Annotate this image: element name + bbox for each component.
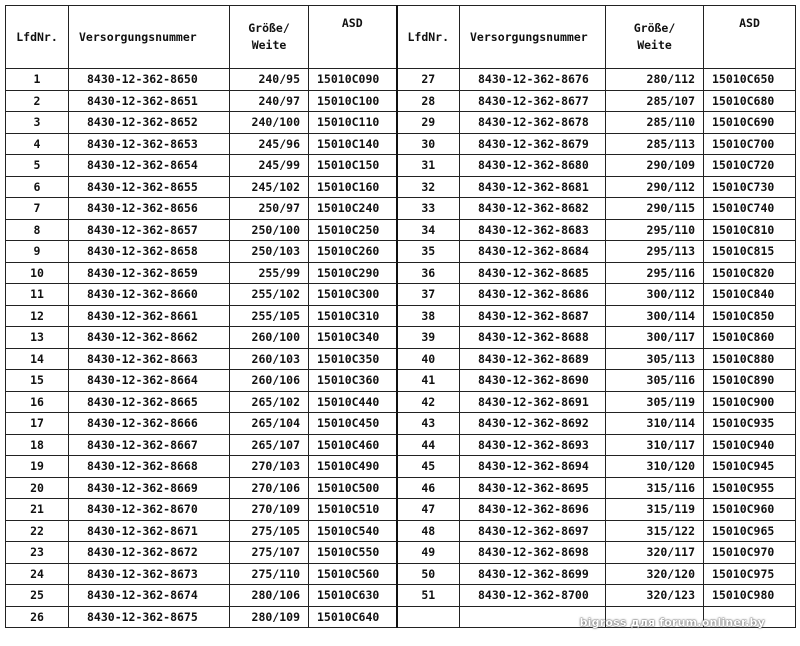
- cell-versorgungsnummer: 8430-12-362-8690: [460, 370, 606, 392]
- cell-groesse-weite: 300/117: [606, 327, 704, 349]
- cell-asd: 15010C260: [309, 241, 397, 263]
- cell-lfdnr: 19: [6, 456, 69, 478]
- cell-lfdnr: 32: [397, 176, 460, 198]
- cell-versorgungsnummer: 8430-12-362-8660: [69, 284, 230, 306]
- cell-versorgungsnummer: 8430-12-362-8677: [460, 90, 606, 112]
- cell-lfdnr: 27: [397, 69, 460, 91]
- cell-lfdnr: 38: [397, 305, 460, 327]
- cell-groesse-weite: 260/106: [230, 370, 309, 392]
- cell-lfdnr: 29: [397, 112, 460, 134]
- cell-versorgungsnummer: 8430-12-362-8695: [460, 477, 606, 499]
- cell-lfdnr: 21: [6, 499, 69, 521]
- header-size-line2: Weite: [251, 38, 287, 52]
- cell-asd: 15010C630: [309, 585, 397, 607]
- header-size-line1: Größe/: [248, 21, 290, 35]
- cell-groesse-weite: 240/100: [230, 112, 309, 134]
- cell-groesse-weite: 320/120: [606, 563, 704, 585]
- cell-groesse-weite: 310/117: [606, 434, 704, 456]
- cell-versorgungsnummer: 8430-12-362-8667: [69, 434, 230, 456]
- cell-versorgungsnummer: 8430-12-362-8661: [69, 305, 230, 327]
- cell-asd: 15010C360: [309, 370, 397, 392]
- cell-lfdnr: 36: [397, 262, 460, 284]
- cell-asd: 15010C730: [704, 176, 796, 198]
- table-row: [6, 305, 796, 327]
- cell-versorgungsnummer: 8430-12-362-8650: [69, 69, 230, 91]
- cell-lfdnr: 9: [6, 241, 69, 263]
- cell-versorgungsnummer: 8430-12-362-8700: [460, 585, 606, 607]
- cell-lfdnr: 50: [397, 563, 460, 585]
- cell-lfdnr: 18: [6, 434, 69, 456]
- table-row: [6, 370, 796, 392]
- cell-asd: 15010C250: [309, 219, 397, 241]
- cell-versorgungsnummer: 8430-12-362-8694: [460, 456, 606, 478]
- cell-versorgungsnummer: 8430-12-362-8679: [460, 133, 606, 155]
- cell-asd: 15010C720: [704, 155, 796, 177]
- table-row: [6, 90, 796, 112]
- cell-groesse-weite: 245/99: [230, 155, 309, 177]
- table-row: [6, 198, 796, 220]
- cell-lfdnr: 2: [6, 90, 69, 112]
- cell-asd: 15010C810: [704, 219, 796, 241]
- cell-groesse-weite: 270/106: [230, 477, 309, 499]
- cell-asd: 15010C540: [309, 520, 397, 542]
- cell-asd: 15010C880: [704, 348, 796, 370]
- cell-asd: 15010C110: [309, 112, 397, 134]
- cell-groesse-weite: 315/119: [606, 499, 704, 521]
- cell-groesse-weite: 320/123: [606, 585, 704, 607]
- cell-asd: 15010C690: [704, 112, 796, 134]
- header-size-right: [606, 6, 704, 69]
- cell-versorgungsnummer: 8430-12-362-8697: [460, 520, 606, 542]
- cell-groesse-weite: 295/110: [606, 219, 704, 241]
- cell-asd: 15010C100: [309, 90, 397, 112]
- cell-versorgungsnummer: 8430-12-362-8684: [460, 241, 606, 263]
- cell-groesse-weite: 300/114: [606, 305, 704, 327]
- cell-groesse-weite: 315/122: [606, 520, 704, 542]
- cell-lfdnr: 46: [397, 477, 460, 499]
- cell-versorgungsnummer: 8430-12-362-8663: [69, 348, 230, 370]
- cell-versorgungsnummer: 8430-12-362-8674: [69, 585, 230, 607]
- cell-asd: 15010C945: [704, 456, 796, 478]
- cell-asd: 15010C450: [309, 413, 397, 435]
- cell-lfdnr: 26: [6, 606, 69, 628]
- header-size-left: [230, 6, 309, 69]
- cell-lfdnr: 14: [6, 348, 69, 370]
- header-asd-left: ASD: [309, 6, 397, 69]
- cell-lfdnr: 31: [397, 155, 460, 177]
- table-row: [6, 112, 796, 134]
- cell-lfdnr: 4: [6, 133, 69, 155]
- cell-versorgungsnummer: 8430-12-362-8655: [69, 176, 230, 198]
- cell-lfdnr: 5: [6, 155, 69, 177]
- cell-versorgungsnummer: 8430-12-362-8659: [69, 262, 230, 284]
- cell-lfdnr: 35: [397, 241, 460, 263]
- table-row: [6, 133, 796, 155]
- cell-lfdnr: 11: [6, 284, 69, 306]
- cell-groesse-weite: 255/102: [230, 284, 309, 306]
- header-size-line1: Größe/: [633, 21, 676, 35]
- cell-versorgungsnummer: 8430-12-362-8689: [460, 348, 606, 370]
- cell-versorgungsnummer: 8430-12-362-8678: [460, 112, 606, 134]
- cell-groesse-weite: 305/113: [606, 348, 704, 370]
- cell-lfdnr: 30: [397, 133, 460, 155]
- table-row: [6, 219, 796, 241]
- table-row: [6, 176, 796, 198]
- cell-versorgungsnummer: 8430-12-362-8686: [460, 284, 606, 306]
- cell-asd: 15010C310: [309, 305, 397, 327]
- cell-versorgungsnummer: 8430-12-362-8666: [69, 413, 230, 435]
- cell-groesse-weite: 240/97: [230, 90, 309, 112]
- cell-versorgungsnummer: 8430-12-362-8673: [69, 563, 230, 585]
- watermark-text: bigross для forum.onliner.by: [579, 616, 765, 629]
- cell-groesse-weite: 280/109: [230, 606, 309, 628]
- table-row: [6, 499, 796, 521]
- cell-asd: 15010C955: [704, 477, 796, 499]
- table-row: [6, 563, 796, 585]
- cell-groesse-weite: 265/104: [230, 413, 309, 435]
- cell-asd: 15010C820: [704, 262, 796, 284]
- cell-versorgungsnummer: 8430-12-362-8662: [69, 327, 230, 349]
- cell-asd: 15010C740: [704, 198, 796, 220]
- cell-versorgungsnummer: 8430-12-362-8669: [69, 477, 230, 499]
- cell-lfdnr: 45: [397, 456, 460, 478]
- cell-groesse-weite: 260/103: [230, 348, 309, 370]
- cell-asd: 15010C850: [704, 305, 796, 327]
- cell-versorgungsnummer: 8430-12-362-8681: [460, 176, 606, 198]
- cell-groesse-weite: 265/102: [230, 391, 309, 413]
- cell-groesse-weite: 275/110: [230, 563, 309, 585]
- table-row: [6, 241, 796, 263]
- cell-versorgungsnummer: 8430-12-362-8692: [460, 413, 606, 435]
- cell-lfdnr: 8: [6, 219, 69, 241]
- cell-versorgungsnummer: 8430-12-362-8682: [460, 198, 606, 220]
- cell-lfdnr: 41: [397, 370, 460, 392]
- header-asd-right: ASD: [704, 6, 796, 69]
- cell-lfdnr: 17: [6, 413, 69, 435]
- cell-groesse-weite: 315/116: [606, 477, 704, 499]
- cell-groesse-weite: 275/107: [230, 542, 309, 564]
- table-row: [6, 456, 796, 478]
- cell-asd: 15010C240: [309, 198, 397, 220]
- cell-groesse-weite: 285/107: [606, 90, 704, 112]
- cell-groesse-weite: 275/105: [230, 520, 309, 542]
- cell-groesse-weite: 250/100: [230, 219, 309, 241]
- cell-versorgungsnummer: 8430-12-362-8698: [460, 542, 606, 564]
- table-row: [6, 284, 796, 306]
- table-row: [6, 542, 796, 564]
- table-row: [6, 413, 796, 435]
- cell-lfdnr: 51: [397, 585, 460, 607]
- cell-groesse-weite: 265/107: [230, 434, 309, 456]
- cell-lfdnr: 40: [397, 348, 460, 370]
- size-table: [5, 5, 796, 628]
- cell-versorgungsnummer: 8430-12-362-8683: [460, 219, 606, 241]
- cell-lfdnr: 47: [397, 499, 460, 521]
- cell-versorgungsnummer: 8430-12-362-8699: [460, 563, 606, 585]
- cell-versorgungsnummer: 8430-12-362-8676: [460, 69, 606, 91]
- cell-groesse-weite: 295/113: [606, 241, 704, 263]
- cell-groesse-weite: 270/109: [230, 499, 309, 521]
- cell-asd: 15010C160: [309, 176, 397, 198]
- cell-groesse-weite: 245/96: [230, 133, 309, 155]
- header-versorgungsnummer-left: Versorgungsnummer: [69, 6, 230, 69]
- cell-versorgungsnummer: 8430-12-362-8664: [69, 370, 230, 392]
- cell-lfdnr: 42: [397, 391, 460, 413]
- cell-asd: 15010C090: [309, 69, 397, 91]
- cell-asd: 15010C640: [309, 606, 397, 628]
- cell-lfdnr: 34: [397, 219, 460, 241]
- cell-asd: 15010C960: [704, 499, 796, 521]
- cell-asd: 15010C490: [309, 456, 397, 478]
- cell-asd: 15010C650: [704, 69, 796, 91]
- cell-asd: 15010C890: [704, 370, 796, 392]
- cell-asd: 15010C860: [704, 327, 796, 349]
- cell-versorgungsnummer: 8430-12-362-8680: [460, 155, 606, 177]
- cell-lfdnr: 49: [397, 542, 460, 564]
- cell-asd: 15010C150: [309, 155, 397, 177]
- header-versorgungsnummer-right: Versorgungsnummer: [460, 6, 606, 69]
- cell-versorgungsnummer: 8430-12-362-8668: [69, 456, 230, 478]
- cell-lfdnr: 10: [6, 262, 69, 284]
- cell-lfdnr: 6: [6, 176, 69, 198]
- cell-lfdnr: 15: [6, 370, 69, 392]
- cell-asd: 15010C970: [704, 542, 796, 564]
- cell-groesse-weite: 285/113: [606, 133, 704, 155]
- cell-asd: 15010C840: [704, 284, 796, 306]
- cell-groesse-weite: 260/100: [230, 327, 309, 349]
- cell-asd: 15010C940: [704, 434, 796, 456]
- cell-groesse-weite: 270/103: [230, 456, 309, 478]
- table-row: [6, 348, 796, 370]
- header-lfd-left: LfdNr.: [6, 6, 69, 69]
- cell-lfdnr: 48: [397, 520, 460, 542]
- cell-groesse-weite: 295/116: [606, 262, 704, 284]
- cell-lfdnr: 7: [6, 198, 69, 220]
- cell-lfdnr: 3: [6, 112, 69, 134]
- cell-lfdnr: 28: [397, 90, 460, 112]
- cell-versorgungsnummer: 8430-12-362-8657: [69, 219, 230, 241]
- cell-groesse-weite: 310/120: [606, 456, 704, 478]
- cell-asd: 15010C980: [704, 585, 796, 607]
- cell-asd: 15010C935: [704, 413, 796, 435]
- cell-lfdnr: 24: [6, 563, 69, 585]
- cell-lfdnr: 39: [397, 327, 460, 349]
- cell-lfdnr: 33: [397, 198, 460, 220]
- cell-versorgungsnummer: 8430-12-362-8652: [69, 112, 230, 134]
- cell-asd: 15010C500: [309, 477, 397, 499]
- cell-lfdnr: 37: [397, 284, 460, 306]
- cell-versorgungsnummer: 8430-12-362-8687: [460, 305, 606, 327]
- cell-versorgungsnummer: 8430-12-362-8696: [460, 499, 606, 521]
- cell-lfdnr: 13: [6, 327, 69, 349]
- cell-versorgungsnummer: 8430-12-362-8693: [460, 434, 606, 456]
- cell-groesse-weite: 290/109: [606, 155, 704, 177]
- cell-lfdnr: 20: [6, 477, 69, 499]
- table-header-row: [6, 6, 796, 69]
- cell-versorgungsnummer: 8430-12-362-8688: [460, 327, 606, 349]
- cell-versorgungsnummer: 8430-12-362-8675: [69, 606, 230, 628]
- cell-groesse-weite: 250/103: [230, 241, 309, 263]
- cell-lfdnr: 12: [6, 305, 69, 327]
- cell-versorgungsnummer: 8430-12-362-8665: [69, 391, 230, 413]
- cell-versorgungsnummer: 8430-12-362-8670: [69, 499, 230, 521]
- table-row: [6, 69, 796, 91]
- cell-asd: 15010C900: [704, 391, 796, 413]
- cell-versorgungsnummer: 8430-12-362-8651: [69, 90, 230, 112]
- cell-groesse-weite: 255/105: [230, 305, 309, 327]
- cell-versorgungsnummer: 8430-12-362-8653: [69, 133, 230, 155]
- cell-asd: 15010C680: [704, 90, 796, 112]
- table-row: [6, 391, 796, 413]
- cell-asd: 15010C965: [704, 520, 796, 542]
- cell-groesse-weite: 305/119: [606, 391, 704, 413]
- cell-asd: 15010C350: [309, 348, 397, 370]
- header-lfd-right: LfdNr.: [397, 6, 460, 69]
- cell-asd: 15010C510: [309, 499, 397, 521]
- cell-groesse-weite: 320/117: [606, 542, 704, 564]
- size-table-sheet: [5, 5, 795, 641]
- table-row: [6, 477, 796, 499]
- cell-groesse-weite: 310/114: [606, 413, 704, 435]
- cell-lfdnr: 16: [6, 391, 69, 413]
- cell-lfdnr: 22: [6, 520, 69, 542]
- cell-asd: 15010C460: [309, 434, 397, 456]
- cell-groesse-weite: 245/102: [230, 176, 309, 198]
- cell-groesse-weite: 285/110: [606, 112, 704, 134]
- cell-lfdnr: 43: [397, 413, 460, 435]
- cell-groesse-weite: 300/112: [606, 284, 704, 306]
- cell-versorgungsnummer: 8430-12-362-8658: [69, 241, 230, 263]
- cell-asd: 15010C975: [704, 563, 796, 585]
- cell-groesse-weite: 250/97: [230, 198, 309, 220]
- cell-asd: 15010C560: [309, 563, 397, 585]
- cell-versorgungsnummer: 8430-12-362-8671: [69, 520, 230, 542]
- cell-versorgungsnummer: 8430-12-362-8656: [69, 198, 230, 220]
- cell-versorgungsnummer: 8430-12-362-8672: [69, 542, 230, 564]
- cell-versorgungsnummer: 8430-12-362-8654: [69, 155, 230, 177]
- header-size-line2: Weite: [637, 38, 672, 52]
- cell-groesse-weite: 280/106: [230, 585, 309, 607]
- table-row: [6, 434, 796, 456]
- table-row: [6, 520, 796, 542]
- cell-asd: 15010C815: [704, 241, 796, 263]
- cell-asd: 15010C700: [704, 133, 796, 155]
- cell-asd: 15010C550: [309, 542, 397, 564]
- cell-groesse-weite: 240/95: [230, 69, 309, 91]
- cell-versorgungsnummer: 8430-12-362-8685: [460, 262, 606, 284]
- cell-groesse-weite: 255/99: [230, 262, 309, 284]
- cell-asd: 15010C300: [309, 284, 397, 306]
- cell-groesse-weite: 280/112: [606, 69, 704, 91]
- cell-asd: 15010C340: [309, 327, 397, 349]
- cell-lfdnr: [397, 606, 460, 628]
- cell-lfdnr: 44: [397, 434, 460, 456]
- table-row: [6, 155, 796, 177]
- cell-groesse-weite: 290/112: [606, 176, 704, 198]
- table-body: [6, 69, 796, 628]
- table-row: [6, 585, 796, 607]
- table-row: [6, 327, 796, 349]
- table-row: [6, 262, 796, 284]
- cell-groesse-weite: 290/115: [606, 198, 704, 220]
- cell-lfdnr: 25: [6, 585, 69, 607]
- cell-groesse-weite: 305/116: [606, 370, 704, 392]
- cell-versorgungsnummer: 8430-12-362-8691: [460, 391, 606, 413]
- cell-asd: 15010C440: [309, 391, 397, 413]
- cell-asd: 15010C290: [309, 262, 397, 284]
- cell-lfdnr: 23: [6, 542, 69, 564]
- cell-lfdnr: 1: [6, 69, 69, 91]
- cell-asd: 15010C140: [309, 133, 397, 155]
